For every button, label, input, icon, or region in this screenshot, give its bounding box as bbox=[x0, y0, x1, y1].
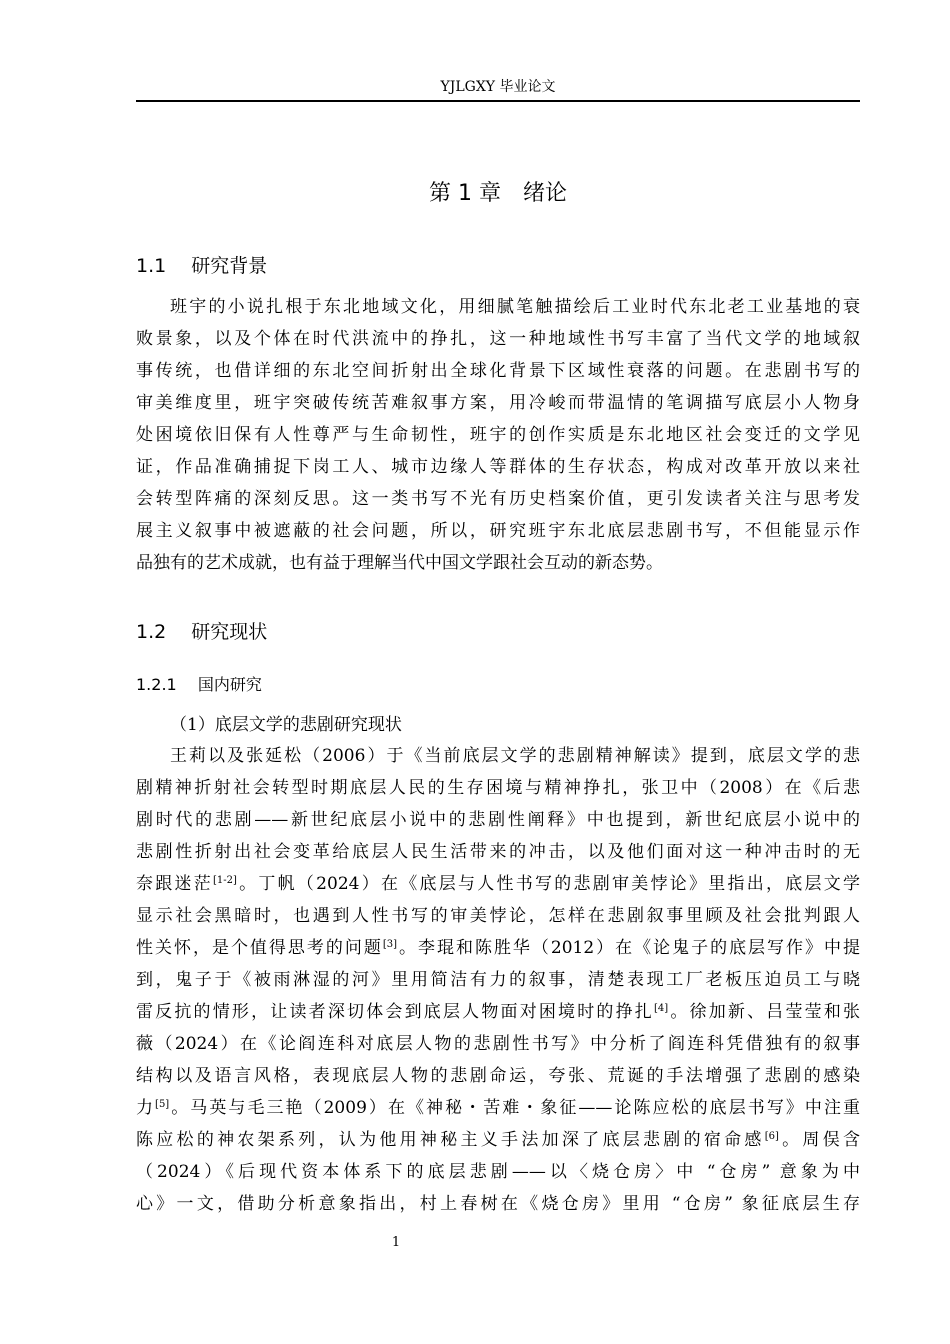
text-run: 陈应松的神农架系列，认为他用神秘主义手法加深了底层悲剧的宿命感 bbox=[136, 1130, 765, 1150]
section-heading-1-2 bbox=[136, 618, 267, 646]
text-run: 。丁帆（2024）在《底层与人性书写的悲剧审美悖论》里指出，底层文学 bbox=[236, 874, 861, 894]
running-header: YJLGXY 毕业论文 bbox=[440, 79, 556, 95]
paragraph-line: 事传统，也借详细的东北空间折射出全球化背景下区域性衰落的问题。在悲剧书写的 bbox=[136, 361, 860, 381]
paragraph-line: 会转型阵痛的深刻反思。这一类书写不光有历史档案价值，更引发读者关注与思考发 bbox=[136, 489, 860, 509]
section-title: 研究现状 bbox=[191, 621, 268, 643]
paragraph-line bbox=[136, 869, 860, 899]
paragraph-line: 悲剧性折射出社会变革给底层人民生活带来的冲击，以及他们面对这一种冲击时的无 bbox=[136, 842, 860, 862]
paragraph-line: 展主义叙事中被遮蔽的社会问题，所以，研究班宇东北底层悲剧书写，不但能显示作 bbox=[136, 521, 860, 541]
paragraph-line: 剧时代的悲剧——新世纪底层小说中的悲剧性阐释》中也提到，新世纪底层小说中的 bbox=[136, 810, 860, 830]
section-number: 1.2 bbox=[136, 621, 167, 643]
text-run: 雷反抗的情形，让读者深切体会到底层人物面对困境时的挣扎 bbox=[136, 1002, 654, 1022]
header-rule bbox=[136, 100, 860, 102]
paragraph-line: 败景象，以及个体在时代洪流中的挣扎，这一种地域性书写丰富了当代文学的地域叙 bbox=[136, 329, 860, 349]
paragraph-line: 薇（2024）在《论阎连科对底层人物的悲剧性书写》中分析了阎连科凭借独有的叙事 bbox=[136, 1034, 860, 1054]
citation-ref: [6] bbox=[764, 1131, 779, 1142]
paragraph-line: 王莉以及张延松（2006）于《当前底层文学的悲剧精神解读》提到，底层文学的悲 bbox=[170, 746, 860, 766]
paragraph-line: 品独有的艺术成就，也有益于理解当代中国文学跟社会互动的新态势。 bbox=[136, 553, 663, 573]
paragraph-line: 证，作品准确捕捉下岗工人、城市边缘人等群体的生存状态，构成对改革开放以来社 bbox=[136, 457, 860, 477]
text-run: 。周俣含 bbox=[778, 1130, 860, 1150]
paragraph-line: 班宇的小说扎根于东北地域文化，用细腻笔触描绘后工业时代东北老工业基地的衰 bbox=[170, 297, 860, 317]
paragraph-line bbox=[136, 1093, 860, 1123]
paragraph-line: 审美维度里，班宇突破传统苦难叙事方案，用冷峻而带温情的笔调描写底层小人物身 bbox=[136, 393, 860, 413]
chapter-title: 第 1 章 绪论 bbox=[429, 181, 567, 206]
text-run: 力 bbox=[136, 1098, 156, 1118]
paragraph-line bbox=[136, 1125, 860, 1155]
paragraph-line bbox=[136, 997, 860, 1027]
text-run: 性关怀，是个值得思考的问题 bbox=[136, 938, 383, 958]
citation-ref: [4] bbox=[653, 1003, 669, 1014]
text-run: 奈跟迷茫 bbox=[136, 874, 214, 894]
subsection-number: 1.2.1 bbox=[136, 675, 177, 694]
sub-item-heading: （1）底层文学的悲剧研究现状 bbox=[170, 715, 402, 735]
subsection-title: 国内研究 bbox=[197, 675, 262, 694]
text-run: 。徐加新、吕莹莹和张 bbox=[668, 1002, 861, 1022]
paragraph-line: 处困境依旧保有人性尊严与生命韧性，班宇的创作实质是东北地区社会变迁的文学见 bbox=[136, 425, 860, 445]
paragraph-line: 剧精神折射社会转型时期底层人民的生存困境与精神挣扎，张卫中（2008）在《后悲 bbox=[136, 778, 860, 798]
section-title: 研究背景 bbox=[191, 255, 268, 277]
section-number: 1.1 bbox=[136, 255, 167, 277]
paragraph-line: 到，鬼子于《被雨淋湿的河》里用简洁有力的叙事，清楚表现工厂老板压迫员工与晓 bbox=[136, 970, 860, 990]
paragraph-line: 心》一文，借助分析意象指出，村上春树在《烧仓房》里用 “仓房” 象征底层生存 bbox=[136, 1194, 860, 1214]
paragraph-line: 结构以及语言风格，表现底层人物的悲剧命运，夸张、荒诞的手法增强了悲剧的感染 bbox=[136, 1066, 860, 1086]
text-run: 。马英与毛三艳（2009）在《神秘・苦难・象征——论陈应松的底层书写》中注重 bbox=[169, 1098, 860, 1118]
subsection-heading-1-2-1 bbox=[136, 673, 262, 697]
paragraph-line: 显示社会黑暗时，也遇到人性书写的审美悖论，怎样在悲剧叙事里顾及社会批判跟人 bbox=[136, 906, 860, 926]
page-number: 1 bbox=[391, 1235, 401, 1250]
section-heading-1-1 bbox=[136, 252, 267, 280]
paragraph-line: （2024）《后现代资本体系下的底层悲剧——以〈烧仓房〉中 “仓房” 意象为中 bbox=[136, 1162, 860, 1182]
paragraph-line bbox=[136, 933, 860, 963]
text-run: 。李琨和陈胜华（2012）在《论鬼子的底层写作》中提 bbox=[397, 938, 860, 958]
citation-ref: [5] bbox=[155, 1099, 170, 1110]
citation-ref: [1-2] bbox=[213, 875, 237, 886]
citation-ref: [3] bbox=[382, 939, 398, 950]
